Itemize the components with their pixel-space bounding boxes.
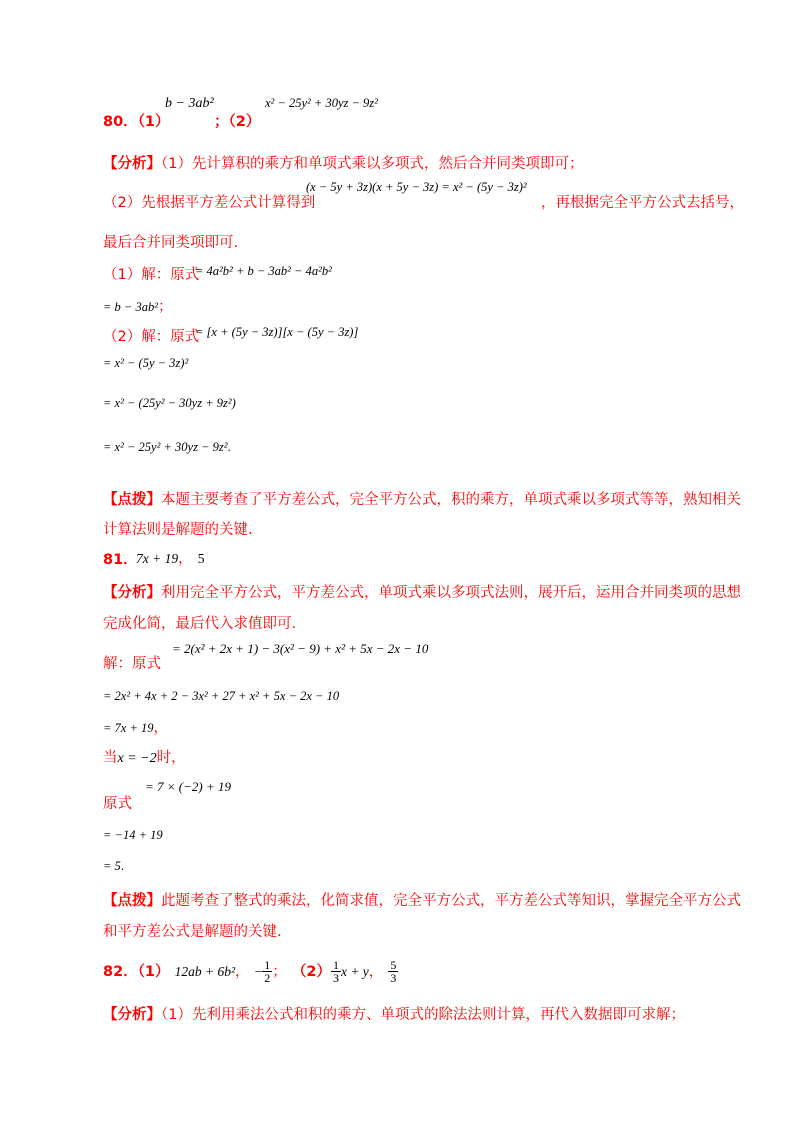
solution-step-final: = 5.	[103, 858, 125, 873]
answer-formula-2: x² − 25y² + 30yz − 9z²	[265, 96, 378, 110]
solution-expr: = 2(x² + 2x + 1) − 3(x² − 9) + x² + 5x − 2x − 10	[172, 641, 429, 656]
solution-step: = 2x² + 4x + 2 − 3x² + 27 + x² + 5x − 2x − 10	[103, 689, 340, 703]
analysis-line: 【分析】（1）先利用乘法公式和积的乘方、单项式的除法法则计算，再代入数据即可求解；	[103, 1007, 685, 1023]
q81-answer: 7x + 19， 5	[136, 551, 205, 567]
when-line: 当x = −2时，	[103, 750, 186, 766]
solution-step: = x² − (5y − 3z)²	[103, 356, 189, 370]
substitute-label: 原式	[103, 796, 132, 812]
answer-formula: b − 3ab²	[165, 96, 214, 111]
solution-expr: = 4a²b² + b − 3ab² − 4a²b²	[195, 264, 332, 278]
part-label: （1）	[137, 114, 170, 130]
analysis-formula: (x − 5y + 3z)(x + 5y − 3z) = x² − (5y − 3z)²	[306, 180, 527, 194]
comment-line: 【点拨】此题考查了整式的乘法，化简求值，完全平方公式，平方差公式等知识，掌握完全平方公式	[103, 893, 741, 909]
solution-step: = 7x + 19，	[103, 720, 169, 736]
solution-expr-2: = [x + (5y − 3z)][x − (5y − 3z)]	[195, 325, 359, 339]
solution-step: = x² − (25y² − 30yz + 9z²)	[103, 396, 236, 410]
solution-label: （1）解：原式	[103, 267, 200, 283]
comment-line: 【点拨】本题主要考查了平方差公式，完全平方公式，积的乘方，单项式乘以多项式等等，熟知相关	[103, 492, 741, 508]
fraction: $\frac{5}{3}$	[390, 958, 397, 985]
analysis-tag: 【分析】	[103, 156, 161, 172]
part-label: （1）	[137, 964, 170, 980]
question-number: 80．	[103, 114, 138, 130]
analysis-tag: 【分析】	[103, 1007, 161, 1023]
solution-step-final: = x² − 25y² + 30yz − 9z².	[103, 439, 231, 454]
analysis-line: 【分析】（1）先计算积的乘方和单项式乘以多项式，然后合并同类项即可；	[103, 156, 584, 172]
fraction: $\frac{1}{3}$	[332, 958, 339, 985]
analysis-line-3: 最后合并同类项即可.	[103, 235, 239, 251]
analysis-line-2-pre: （2）先根据平方差公式计算得到	[103, 195, 316, 211]
analysis-line: 【分析】利用完全平方公式，平方差公式，单项式乘以多项式法则，展开后，运用合并同类项的思想	[103, 585, 741, 601]
answer-formula: 12ab + 6b²	[174, 964, 236, 979]
comment-line-2: 计算法则是解题的关键.	[103, 522, 253, 538]
q80-number-line	[103, 110, 170, 131]
answer-separator: ；（2）	[214, 114, 261, 130]
question-number: 82．	[103, 964, 138, 980]
comment-tag: 【点拨】	[103, 492, 161, 508]
substitute-expr: = 7 × (−2) + 19	[145, 779, 231, 794]
comment-line-2: 和平方差公式是解题的关键.	[103, 924, 282, 940]
solution-result-line: = b − 3ab²；	[103, 299, 173, 315]
question-number: 81．	[103, 552, 138, 568]
solution-label-2: （2）解：原式	[103, 329, 200, 345]
analysis-line-2-post: ，再根据完全平方公式去括号，	[541, 195, 744, 211]
solution-label: 解：原式	[103, 656, 161, 672]
q82-answer-line: 82．（1） 12ab + 6b²， − $\frac{1}{2}$ ； （2） $\frac{1}{3}$ x + y， $\frac{5}{3}$	[103, 958, 397, 985]
fraction: $\frac{1}{2}$	[264, 958, 271, 985]
comment-tag: 【点拨】	[103, 893, 161, 909]
part-label: （2）	[291, 964, 331, 980]
solution-step: = −14 + 19	[103, 828, 163, 842]
analysis-tag: 【分析】	[103, 585, 161, 601]
analysis-line-2: 完成化简，最后代入求值即可.	[103, 616, 297, 632]
